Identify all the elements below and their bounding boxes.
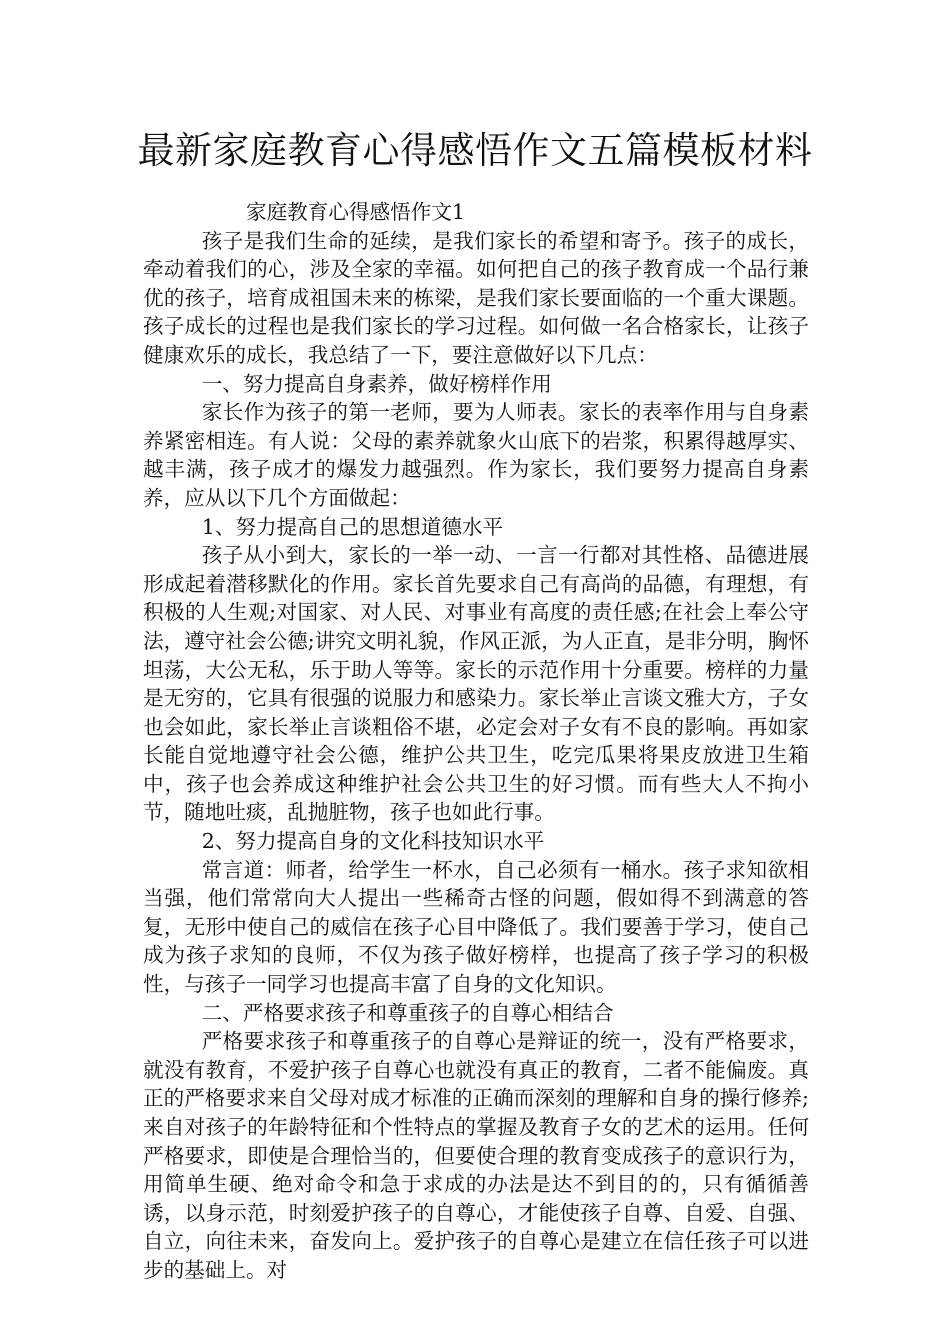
section-heading: 一、努力提高自身素养，做好榜样作用 [201,371,552,396]
paragraph: 常言道：师者，给学生一杯水，自己必须有一桶水。孩子求知欲相当强，他们常常向大人提出一些稀奇古怪的问题，假如得不到满意的答复，无形中使自己的威信在孩子心目中降低了。我们要善于学习，使自己成为孩子求知的良师，不仅为孩子做好榜样，也提高了孩子学习的积极性，与孩子一同学习也提高丰富了自身的文化知识。 [143,857,809,997]
document-title: 最新家庭教育心得感悟作文五篇模板材料 [137,129,813,172]
section-heading: 二、严格要求孩子和尊重孩子的自尊心相结合 [201,1000,614,1025]
paragraph: 孩子是我们生命的延续，是我们家长的希望和寄予。孩子的成长，牵动着我们的心，涉及全家的幸福。如何把自己的孩子教育成一个品行兼优的孩子，培育成祖国未来的栋梁，是我们家长要面临的一个重大课题。孩子成长的过程也是我们家长的学习过程。如何做一名合格家长，让孩子健康欢乐的成长，我总结了一下，要注意做好以下几点： [143,228,809,367]
subsection-heading: 1、努力提高自己的思想道德水平 [201,514,504,539]
paragraph: 严格要求孩子和尊重孩子的自尊心是辩证的统一，没有严格要求，就没有教育，不爱护孩子自尊心也就没有真正的教育，二者不能偏废。真正的严格要求来自父母对成才标准的正确而深刻的理解和自身的操行修养;来自对孩子的年龄特征和个性特点的掌握及教育子女的艺术的运用。任何严格要求，即使是合理恰当的，但要使合理的教育变成孩子的意识行为，用简单生硬、绝对命令和急于求成的办法是达不到目的的，只有循循善诱，以身示范，时刻爱护孩子的自尊心，才能使孩子自尊、自爱、自强、自立，向往未来，奋发向上。爱护孩子的自尊心是建立在信任孩子可以进步的基础上。对 [143,1029,809,1282]
document-body [143,198,809,1285]
paragraph: 家长作为孩子的第一老师，要为人师表。家长的表率作用与自身素养紧密相连。有人说：父母的素养就象火山底下的岩浆，积累得越厚实、越丰满，孩子成才的爆发力越强烈。作为家长，我们要努力提高自身素养，应从以下几个方面做起： [143,400,809,510]
section-subtitle: 家庭教育心得感悟作文1 [246,200,466,224]
paragraph: 孩子从小到大，家长的一举一动、一言一行都对其性格、品德进展形成起着潜移默化的作用。家长首先要求自己有高尚的品德，有理想，有积极的人生观;对国家、对人民、对事业有高度的责任感;在社会上奉公守法，遵守社会公德;讲究文明礼貌，作风正派，为人正直，是非分明，胸怀坦荡，大公无私，乐于助人等等。家长的示范作用十分重要。榜样的力量是无穷的，它具有很强的说服力和感染力。家长举止言谈文雅大方，子女也会如此，家长举止言谈粗俗不堪，必定会对子女有不良的影响。再如家长能自觉地遵守社会公德，维护公共卫生，吃完瓜果将果皮放进卫生箱中，孩子也会养成这种维护社会公共卫生的好习惯。而有些大人不拘小节，随地吐痰，乱抛脏物，孩子也如此行事。 [143,543,809,825]
subsection-heading: 2、努力提高自身的文化科技知识水平 [201,829,545,854]
